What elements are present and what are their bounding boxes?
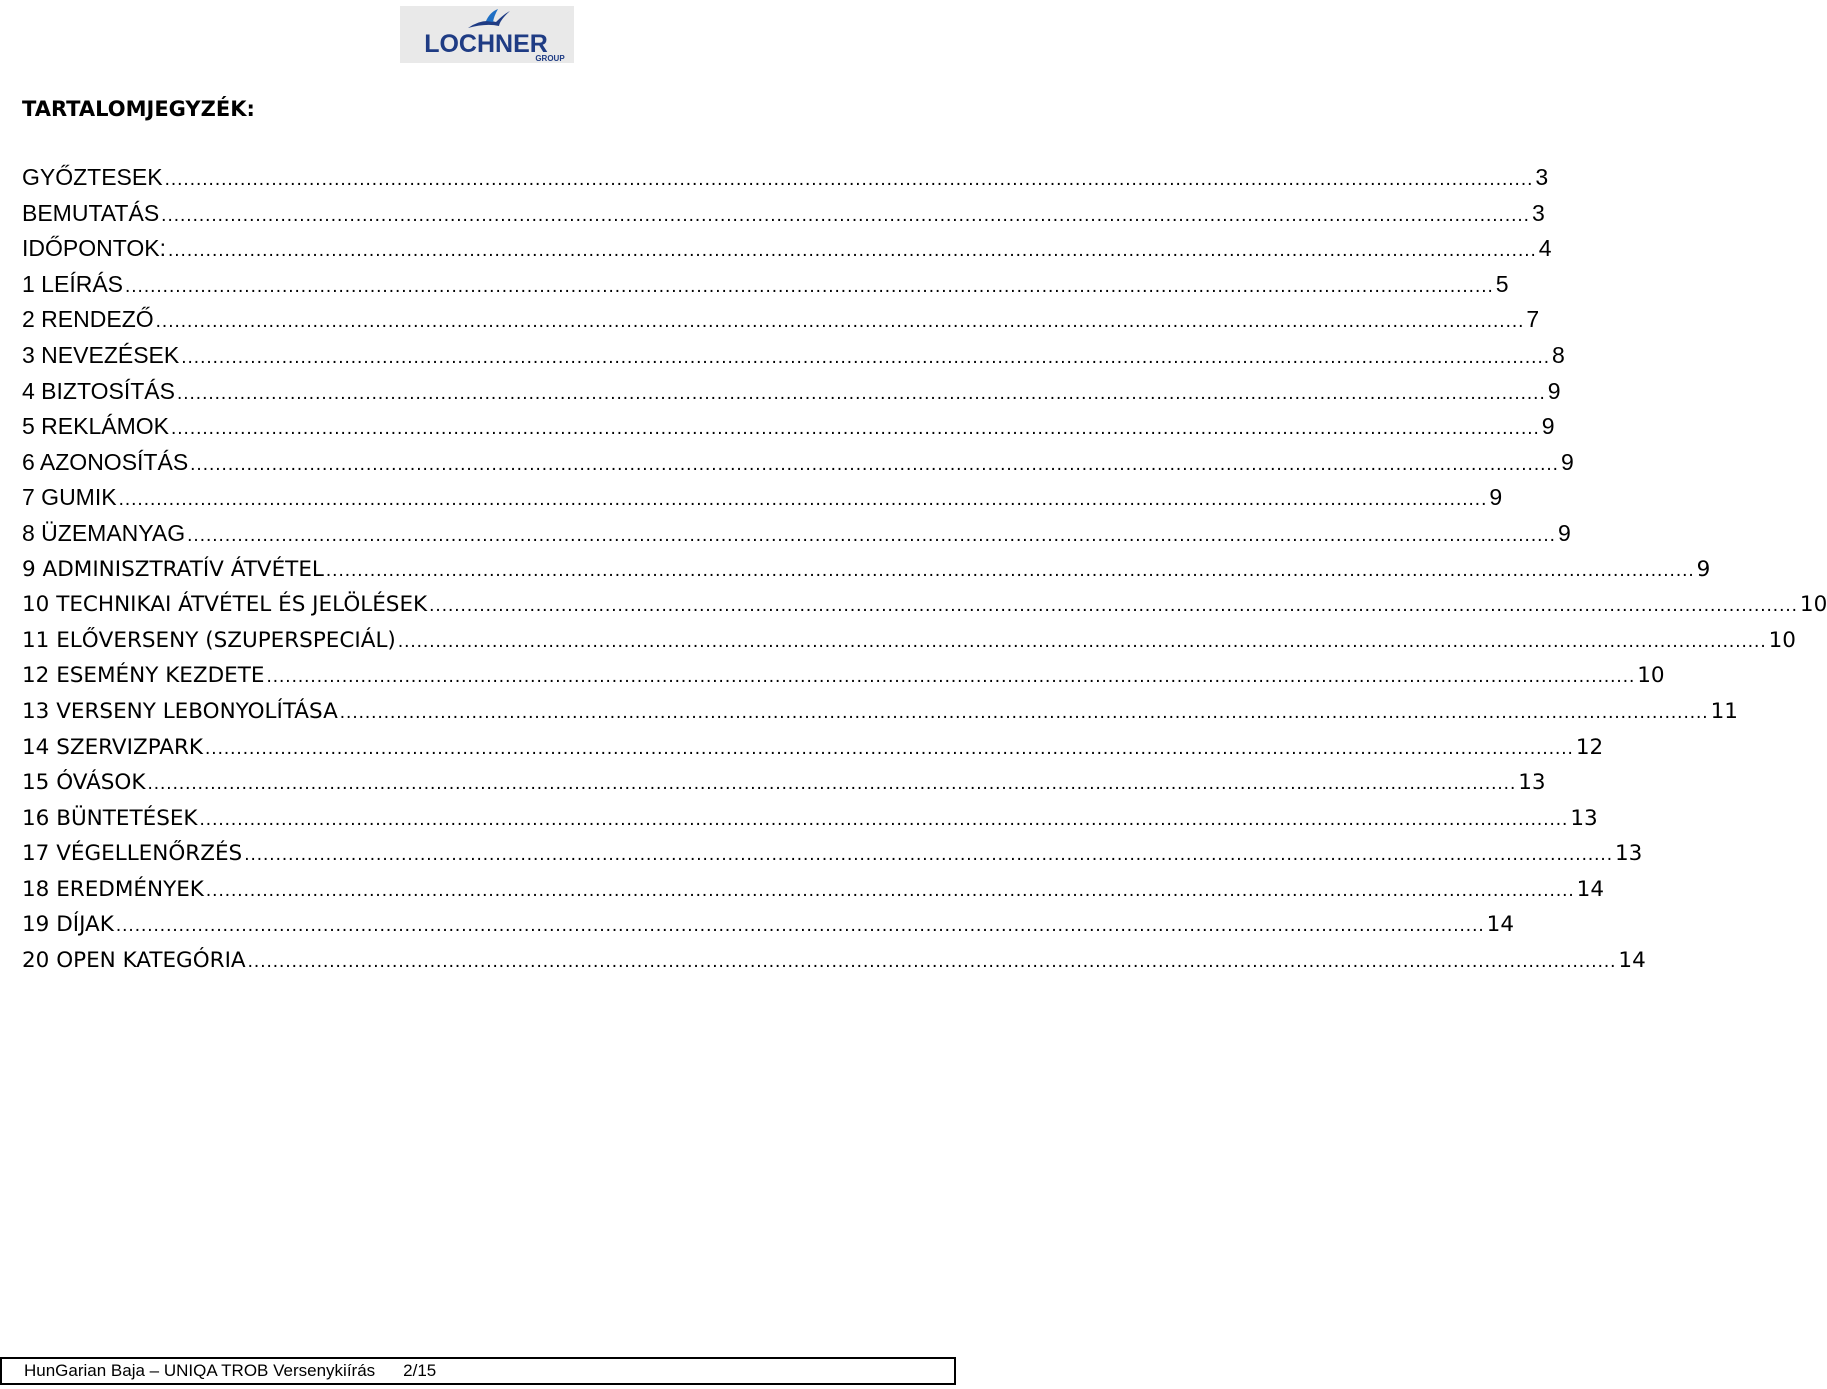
toc-entry-page-number: 8 bbox=[1552, 341, 1565, 368]
toc-dot-leader: .......................................................................................................................................................................................................................... bbox=[244, 844, 1613, 866]
toc-entry-page-number: 9 bbox=[1547, 377, 1561, 404]
toc-entry-title: GYŐZTESEK bbox=[22, 164, 163, 190]
toc-entry-page-number: 9 bbox=[1557, 519, 1571, 546]
toc-entry-title: 7 GUMIK bbox=[22, 484, 117, 511]
toc-entry-title: 15 ÓVÁSOK bbox=[22, 770, 146, 796]
toc-dot-leader: .......................................................................................................................................................................................................................... bbox=[205, 879, 1575, 901]
toc-entry[interactable] bbox=[22, 445, 1574, 481]
toc-dot-leader: .......................................................................................................................................................................................................................... bbox=[247, 951, 1617, 973]
table-of-contents bbox=[22, 160, 1827, 979]
toc-entry[interactable] bbox=[22, 231, 1552, 267]
toc-dot-leader: .......................................................................................................................................................................................................................... bbox=[164, 169, 1534, 190]
toc-entry-title: 2 RENDEZŐ bbox=[22, 306, 154, 333]
lochner-group-logo bbox=[400, 6, 574, 63]
toc-entry-title: 14 SZERVIZPARK bbox=[22, 734, 204, 760]
toc-entry[interactable] bbox=[22, 516, 1571, 552]
toc-dot-leader: .......................................................................................................................................................................................................................... bbox=[325, 559, 1695, 581]
toc-entry-title: 10 TECHNIKAI ÁTVÉTEL ÉS JELÖLÉSEK bbox=[22, 592, 428, 618]
toc-entry[interactable] bbox=[22, 872, 1605, 908]
toc-entry-page-number: 13 bbox=[1614, 841, 1643, 867]
toc-dot-leader: .......................................................................................................................................................................................................................... bbox=[205, 737, 1574, 759]
toc-entry-page-number: 3 bbox=[1535, 164, 1549, 190]
toc-entry-title: 3 NEVEZÉSEK bbox=[22, 341, 180, 368]
toc-entry-page-number: 10 bbox=[1768, 627, 1796, 653]
toc-entry-title: 19 DÍJAK bbox=[22, 912, 114, 938]
toc-dot-leader: .......................................................................................................................................................................................................................... bbox=[181, 346, 1551, 368]
toc-entry[interactable] bbox=[22, 409, 1555, 445]
toc-entry-page-number: 9 bbox=[1541, 413, 1555, 440]
footer-page-number: 2/15 bbox=[403, 1361, 437, 1380]
toc-entry-title: 1 LEÍRÁS bbox=[22, 270, 123, 297]
toc-dot-leader: .......................................................................................................................................................................................................................... bbox=[125, 275, 1494, 297]
toc-entry[interactable] bbox=[22, 694, 1738, 730]
toc-dot-leader: .......................................................................................................................................................................................................................... bbox=[339, 701, 1709, 723]
toc-entry-title: 13 VERSENY LEBONYOLÍTÁSA bbox=[22, 698, 338, 724]
toc-entry-title: IDŐPONTOK: bbox=[22, 235, 166, 262]
footer-document-title: HunGarian Baja – UNIQA TROB Versenykiírás bbox=[24, 1361, 376, 1380]
toc-entry[interactable] bbox=[22, 267, 1509, 303]
lochner-logo-graphic bbox=[400, 6, 574, 63]
toc-entry-title: 18 EREDMÉNYEK bbox=[22, 876, 204, 902]
logo-bird-wing bbox=[486, 9, 498, 22]
toc-entry[interactable] bbox=[22, 374, 1561, 410]
toc-dot-leader: .......................................................................................................................................................................................................................... bbox=[266, 666, 1636, 688]
toc-entry[interactable] bbox=[22, 801, 1598, 837]
toc-entry[interactable] bbox=[22, 730, 1604, 766]
toc-entry-title: 17 VÉGELLENŐRZÉS bbox=[22, 841, 243, 867]
toc-entry-page-number: 14 bbox=[1576, 876, 1605, 902]
toc-entry-page-number: 14 bbox=[1618, 948, 1646, 974]
toc-heading: TARTALOMJEGYZÉK: bbox=[22, 97, 255, 121]
toc-dot-leader: .......................................................................................................................................................................................................................... bbox=[429, 595, 1798, 617]
toc-dot-leader: .......................................................................................................................................................................................................................... bbox=[118, 489, 1488, 511]
toc-entry[interactable] bbox=[22, 907, 1514, 943]
toc-dot-leader: .......................................................................................................................................................................................................................... bbox=[176, 382, 1546, 404]
toc-entry-page-number: 12 bbox=[1575, 734, 1604, 760]
toc-entry[interactable] bbox=[22, 836, 1643, 872]
toc-entry-title: 12 ESEMÉNY KEZDETE bbox=[22, 663, 265, 689]
toc-dot-leader: .......................................................................................................................................................................................................................... bbox=[115, 915, 1485, 937]
toc-entry-title: 4 BIZTOSÍTÁS bbox=[22, 377, 175, 404]
toc-entry-title: BEMUTATÁS bbox=[22, 199, 160, 226]
toc-entry-page-number: 9 bbox=[1696, 556, 1711, 582]
toc-entry[interactable] bbox=[22, 338, 1565, 374]
toc-entry-page-number: 5 bbox=[1495, 270, 1509, 297]
toc-dot-leader: .......................................................................................................................................................................................................................... bbox=[187, 524, 1556, 546]
toc-entry-page-number: 10 bbox=[1799, 592, 1827, 618]
toc-entry-title: 11 ELŐVERSENY (SZUPERSPECIÁL) bbox=[22, 627, 396, 653]
toc-entry[interactable] bbox=[22, 480, 1503, 516]
toc-entry-page-number: 10 bbox=[1637, 663, 1665, 689]
toc-dot-leader: .......................................................................................................................................................................................................................... bbox=[168, 240, 1537, 262]
toc-dot-leader: .......................................................................................................................................................................................................................... bbox=[171, 418, 1540, 440]
toc-entry-page-number: 9 bbox=[1489, 484, 1503, 511]
toc-entry-title: 5 REKLÁMOK bbox=[22, 413, 169, 440]
toc-entry[interactable] bbox=[22, 765, 1546, 801]
toc-dot-leader: .......................................................................................................................................................................................................................... bbox=[190, 453, 1559, 475]
toc-entry-title: 8 ÜZEMANYAG bbox=[22, 519, 186, 546]
toc-entry-page-number: 3 bbox=[1531, 199, 1545, 226]
toc-entry[interactable] bbox=[22, 160, 1549, 196]
toc-entry-page-number: 13 bbox=[1518, 770, 1546, 796]
toc-dot-leader: .......................................................................................................................................................................................................................... bbox=[199, 808, 1569, 830]
toc-entry-title: 6 AZONOSÍTÁS bbox=[22, 448, 189, 475]
toc-entry[interactable] bbox=[22, 552, 1711, 588]
toc-dot-leader: .......................................................................................................................................................................................................................... bbox=[155, 311, 1525, 333]
toc-entry-title: 9 ADMINISZTRATÍV ÁTVÉTEL bbox=[22, 556, 324, 582]
toc-entry-page-number: 11 bbox=[1710, 698, 1738, 724]
toc-entry[interactable] bbox=[22, 623, 1796, 659]
toc-entry-page-number: 14 bbox=[1486, 912, 1514, 938]
toc-entry[interactable] bbox=[22, 302, 1540, 338]
toc-entry-page-number: 9 bbox=[1560, 448, 1574, 475]
toc-entry[interactable] bbox=[22, 196, 1545, 232]
toc-entry[interactable] bbox=[22, 943, 1646, 979]
toc-entry-page-number: 7 bbox=[1526, 306, 1540, 333]
toc-dot-leader: .......................................................................................................................................................................................................................... bbox=[161, 204, 1530, 226]
toc-entry-title: 16 BÜNTETÉSEK bbox=[22, 805, 198, 831]
logo-subtext: GROUP bbox=[535, 54, 565, 63]
toc-entry-title: 20 OPEN KATEGÓRIA bbox=[22, 948, 246, 974]
logo-wordmark: LOCHNER bbox=[424, 30, 548, 58]
toc-entry-page-number: 4 bbox=[1538, 235, 1552, 262]
toc-dot-leader: .......................................................................................................................................................................................................................... bbox=[397, 630, 1767, 652]
page-footer bbox=[0, 1357, 956, 1385]
toc-entry-page-number: 13 bbox=[1570, 805, 1598, 831]
toc-dot-leader: .......................................................................................................................................................................................................................... bbox=[147, 773, 1517, 795]
toc-entry[interactable] bbox=[22, 587, 1827, 623]
toc-entry[interactable] bbox=[22, 658, 1665, 694]
